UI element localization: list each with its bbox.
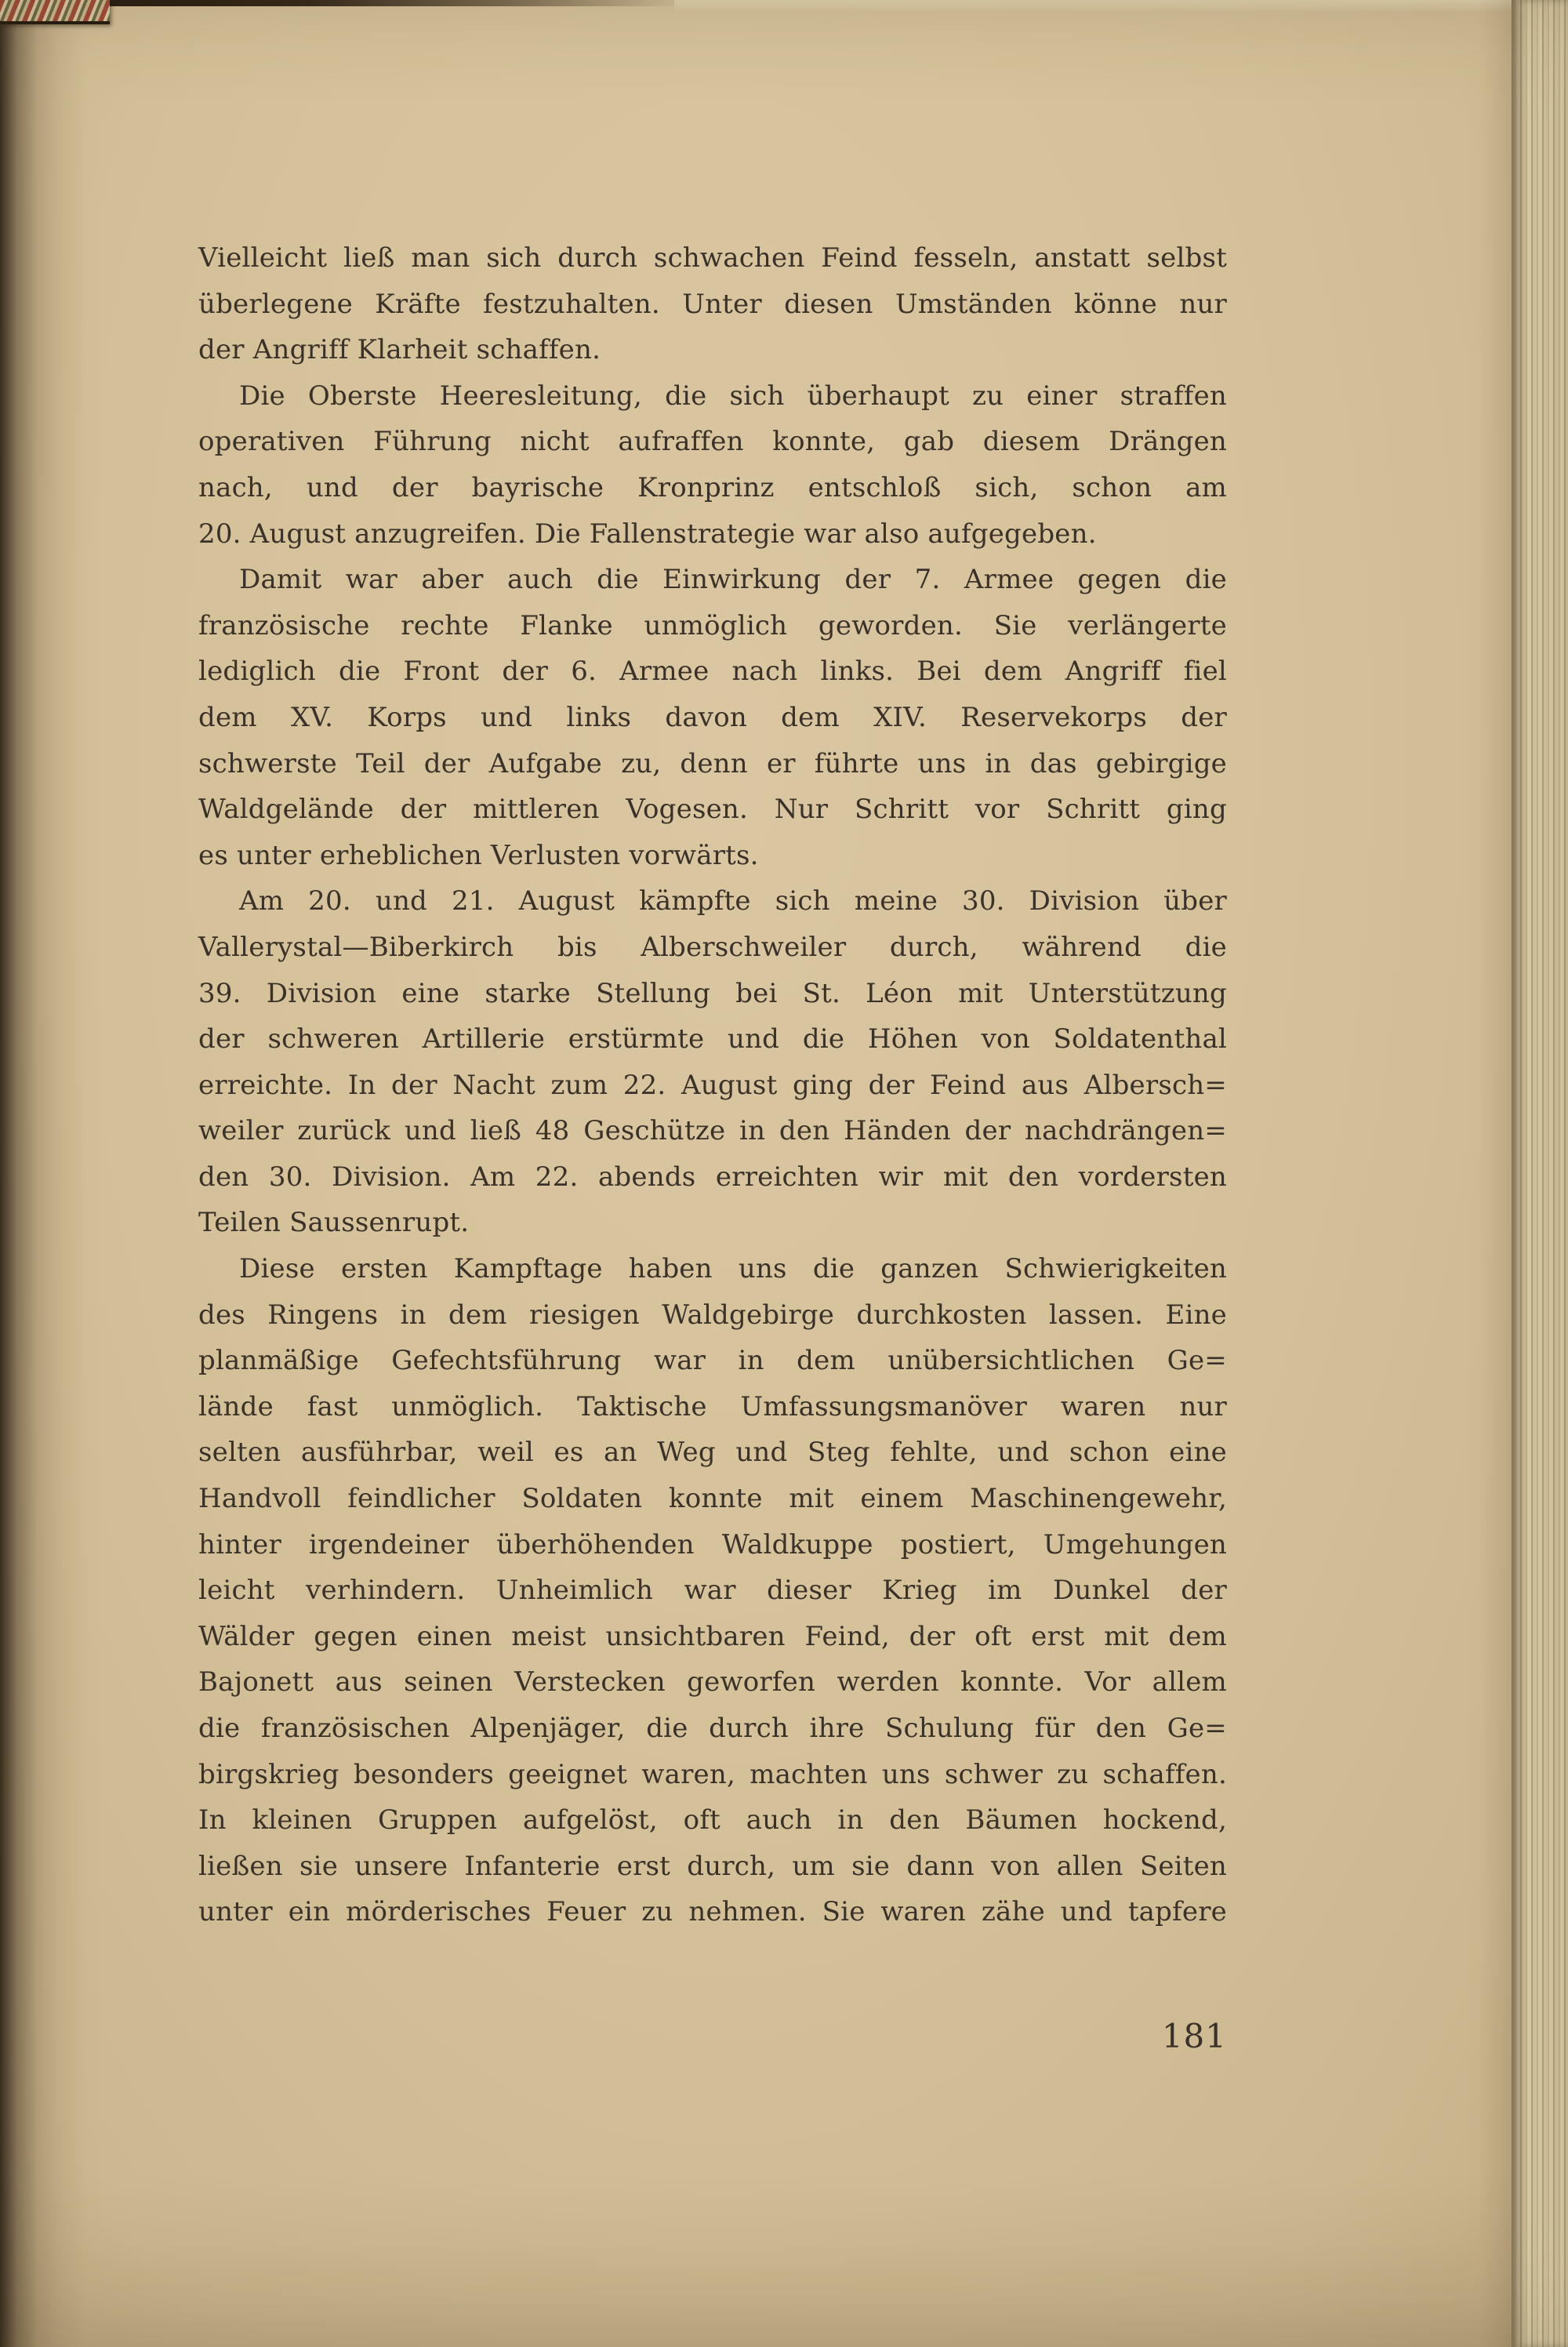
text-line: Waldgelände der mittleren Vogesen. Nur Schritt vor Schritt ging (198, 794, 1227, 826)
text-line: überlegene Kräfte festzuhalten. Unter diesen Umständen könne nur (198, 288, 1227, 320)
text-line: unter ein mörderisches Feuer zu nehmen. Sie waren zähe und tapfere (198, 1896, 1227, 1928)
text-line: es unter erheblichen Verlusten vorwärts. (198, 839, 759, 871)
paragraph (198, 1246, 1227, 1935)
text-line: der schweren Artillerie erstürmte und die Höhen von Soldatenthal (198, 1023, 1227, 1055)
text-block (198, 235, 1227, 1935)
text-line: birgskrieg besonders geeignet waren, machten uns schwer zu schaffen. (198, 1758, 1227, 1790)
text-line: der Angriff Klarheit schaffen. (198, 334, 601, 366)
text-line: operativen Führung nicht aufraffen konnte, gab diesem Drängen (198, 426, 1227, 458)
text-line: schwerste Teil der Aufgabe zu, denn er führte uns in das gebirgige (198, 747, 1227, 779)
text-line: Die Oberste Heeresleitung, die sich überhaupt zu einer straffen (239, 380, 1227, 412)
text-line: nach, und der bayrische Kronprinz entschloß sich, schon am (198, 471, 1227, 503)
text-line: erreichte. In der Nacht zum 22. August ging der Feind aus Albersch= (198, 1069, 1227, 1101)
text-line: Am 20. und 21. August kämpfte sich meine 30. Division über (239, 885, 1227, 917)
text-line: 39. Division eine starke Stellung bei St. Léon mit Unterstützung (198, 977, 1227, 1009)
page-bottom-shading (0, 2174, 1568, 2347)
page-curvature-shadow (1479, 0, 1515, 2347)
text-line: die französischen Alpenjäger, die durch ihre Schulung für den Ge= (198, 1713, 1227, 1744)
text-line: den 30. Division. Am 22. abends erreichten wir mit den vordersten (198, 1161, 1227, 1193)
text-line: Vallerystal—Biberkirch bis Alberschweiler durch, während die (198, 931, 1227, 963)
text-line: leicht verhindern. Unheimlich war dieser Krieg im Dunkel der (198, 1575, 1227, 1607)
text-line: Diese ersten Kampftage haben uns die ganzen Schwierigkeiten (239, 1253, 1227, 1285)
text-line: selten ausführbar, weil es an Weg und Steg fehlte, und schon eine (198, 1437, 1227, 1469)
text-line: Vielleicht ließ man sich durch schwachen Feind fesseln, anstatt selbst (198, 242, 1227, 274)
text-line: planmäßige Gefechtsführung war in dem unübersichtlichen Ge= (198, 1345, 1227, 1377)
text-line: weiler zurück und ließ 48 Geschütze in den Händen der nachdrängen= (198, 1115, 1227, 1147)
spine-decoration (0, 0, 110, 24)
text-line: In kleinen Gruppen aufgelöst, oft auch in den Bäumen hockend, (198, 1804, 1227, 1837)
text-line: Damit war aber auch die Einwirkung der 7. Armee gegen die (239, 564, 1227, 596)
text-line: hinter irgendeiner überhöhenden Waldkuppe postiert, Umgehungen (198, 1528, 1227, 1560)
text-line: Teilen Saussenrupt. (198, 1207, 470, 1239)
page-edge-stack (1512, 0, 1568, 2347)
paragraph (198, 373, 1227, 557)
paragraph (198, 557, 1227, 878)
text-line: Handvoll feindlicher Soldaten konnte mit einem Maschinengewehr, (198, 1483, 1227, 1515)
text-line: lände fast unmöglich. Taktische Umfassungsmanöver waren nur (198, 1390, 1227, 1422)
text-line: französische rechte Flanke unmöglich geworden. Sie verlängerte (198, 609, 1227, 641)
text-line: Bajonett aus seinen Verstecken geworfen werden konnte. Vor allem (198, 1666, 1227, 1698)
page-edge-top-band (674, 0, 1515, 13)
page-number: 181 (1161, 2017, 1227, 2055)
text-line: lediglich die Front der 6. Armee nach links. Bei dem Angriff fiel (198, 656, 1227, 688)
text-line: des Ringens in dem riesigen Waldgebirge durchkosten lassen. Eine (198, 1299, 1227, 1331)
text-line: Wälder gegen einen meist unsichtbaren Feind, der oft erst mit dem (198, 1620, 1227, 1652)
paragraph (198, 878, 1227, 1246)
text-line: 20. August anzugreifen. Die Fallenstrategie war also aufgegeben. (198, 518, 1097, 550)
text-line: ließen sie unsere Infanterie erst durch, um sie dann von allen Seiten (198, 1850, 1227, 1882)
paragraph (198, 235, 1227, 373)
binding-shadow (0, 0, 86, 2347)
text-line: dem XV. Korps und links davon dem XIV. Reservekorps der (198, 701, 1227, 733)
